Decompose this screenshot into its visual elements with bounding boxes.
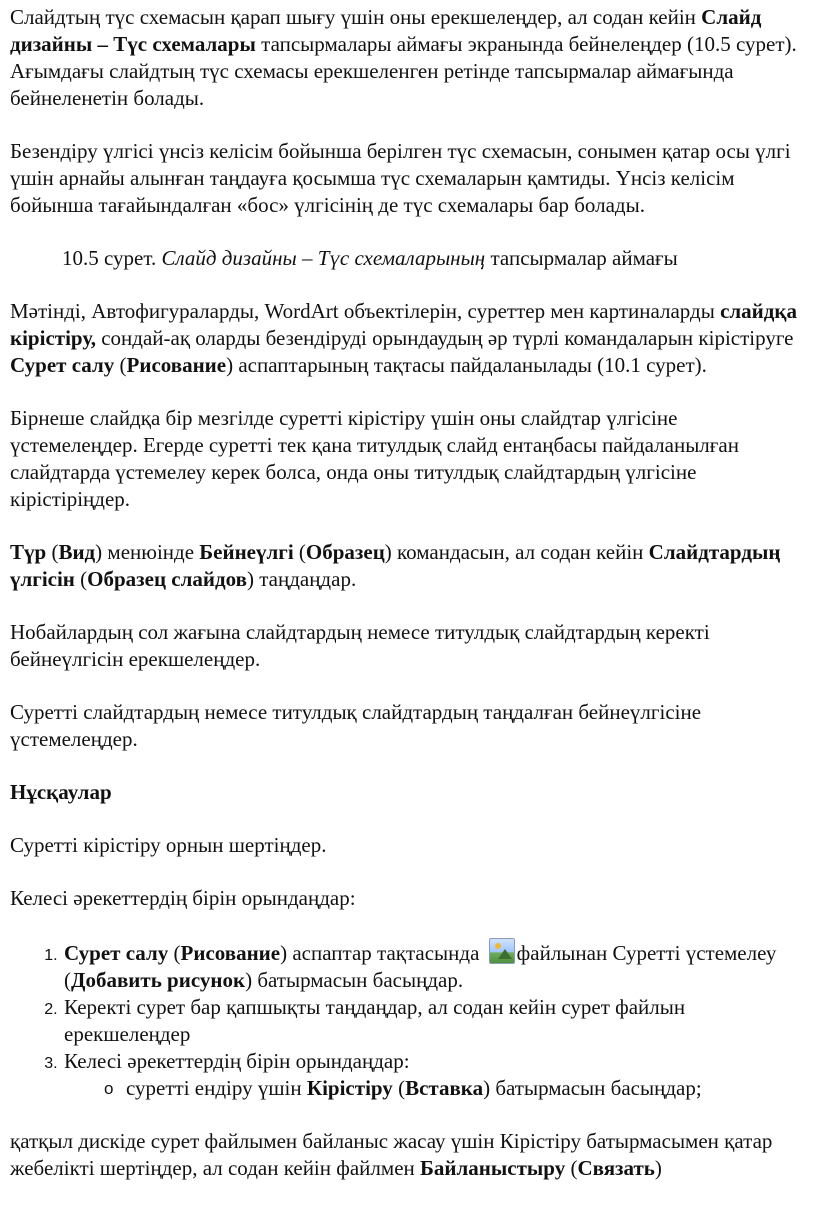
bold-term: Бейнеүлгі <box>199 540 294 564</box>
instructions-heading: Нұсқаулар <box>10 780 112 804</box>
text: сондай-ақ оларды безендіруді орындаудың әр түрлі командаларын кірістіруге <box>95 326 794 350</box>
list-item <box>62 1048 806 1102</box>
bold-term: Байланыстыру <box>420 1156 566 1180</box>
text: ( <box>392 1076 406 1100</box>
bold-term: Образец <box>305 540 385 564</box>
sub-list-item <box>104 1075 806 1102</box>
text: ( <box>74 567 88 591</box>
text: ) аспаптарының тақтасы пайдаланылады (10.1 сурет). <box>226 353 707 377</box>
text: ( <box>168 941 181 965</box>
text: тапсырмалары аймағы экранында бейнелеңдер (10.5 сурет). Ағымдағы слайдтың түс схемасы ерекшеленген ретінде тапсырмалар аймағында бейнеленетін болады. <box>10 32 797 110</box>
paragraph-view-menu <box>10 539 806 593</box>
text: ) аспаптар тақтасында <box>280 941 485 965</box>
bold-term: Вид <box>58 540 96 564</box>
caption-text: тапсырмалар аймағы <box>485 246 678 270</box>
bold-term: Слайдтардың үлгісін <box>10 540 781 591</box>
bullet-marker: o <box>104 1079 114 1098</box>
bold-term: слайдқа кірістіру, <box>10 299 798 350</box>
bold-term: Рисование <box>180 941 281 965</box>
text: Келесі әрекеттердің бірін орындаңдар: <box>64 1049 410 1073</box>
bold-term: Сурет салу <box>64 941 169 965</box>
text: ) командасын, ал содан кейін <box>384 540 649 564</box>
caption-italic: Слайд дизайны – Түс схемаларының <box>161 246 486 270</box>
paragraph-do-one: Келесі әрекеттердің бірін орындаңдар: <box>10 886 356 910</box>
paragraph-design-template: Безендіру үлгісі үнсіз келісім бойынша берілген түс схемасын, сонымен қатар осы үлгі үшін арнайы алынған таңдауға қосымша түс схемаларын қамтиды. Үнсіз келісім бойынша тағайындалған «бос» үлгісінің де түс схемалары бар болады. <box>10 139 791 217</box>
text: суретті ендіру үшін <box>126 1076 307 1100</box>
text: ( <box>565 1156 578 1180</box>
text: ( <box>114 353 127 377</box>
text: Слайдтың түс схемасын қарап шығу үшін оны ерекшелеңдер, ал содан кейін <box>10 5 702 29</box>
text: ( <box>293 540 306 564</box>
text: файлынан Суретті үстемелеу ( <box>64 941 777 992</box>
text: ) батырмасын басыңдар. <box>245 968 464 992</box>
text: ) таңдаңдар. <box>246 567 357 591</box>
bold-term: Сурет салу <box>10 353 115 377</box>
text: ) <box>654 1156 662 1180</box>
sub-list <box>64 1075 806 1102</box>
list-item: 2. Керекті сурет бар қапшықты таңдаңдар, ал содан кейін сурет файлын ерекшелеңдер <box>62 994 806 1048</box>
paragraph-click-location: Суретті кірістіру орнын шертіңдер. <box>10 833 327 857</box>
bold-term: Слайд дизайны – Түс схемалары <box>10 5 762 56</box>
paragraph-link-file <box>10 1128 806 1182</box>
bold-term: Түр <box>10 540 47 564</box>
paragraph-thumbnails: Нобайлардың сол жағына слайдтардың немесе титулдық слайдтардың керекті бейнеүлгісін ерекшелеңдер. <box>10 620 710 671</box>
paragraph-slide-master: Бірнеше слайдқа бір мезгілде суретті кірістіру үшін оны слайдтар үлгісіне үстемелеңдер. Егерде суретті тек қана титулдық слайд ентаңбасы пайдаланылған слайдтарда үстемелеу керек болса, онда оны титулдық слайдтардың үлгісіне кірістіріңдер. <box>10 406 739 511</box>
mountain-shape <box>498 949 512 959</box>
text: ( <box>46 540 59 564</box>
bold-term: Добавить рисунок <box>71 968 246 992</box>
caption-number: 10.5 сурет. <box>62 246 162 270</box>
text: ) менюінде <box>95 540 200 564</box>
bold-term: Рисование <box>126 353 227 377</box>
text: ) батырмасын басыңдар; <box>483 1076 702 1100</box>
text: Мәтінді, Автофигураларды, WordArt объектілерін, суреттер мен картиналарды <box>10 299 721 323</box>
paragraph-drawing-toolbar <box>10 298 806 379</box>
bold-term: Вставка <box>405 1076 484 1100</box>
bold-term: Связать <box>577 1156 655 1180</box>
list-item <box>62 938 806 994</box>
bold-term: Кірістіру <box>306 1076 393 1100</box>
text: қатқыл дискіде сурет файлымен байланыс жасау үшін Кірістіру батырмасымен қатар жебелікті шертіңдер, ал содан кейін файлмен <box>10 1129 773 1180</box>
paragraph-color-scheme <box>10 4 806 112</box>
bold-term: Образец слайдов <box>87 567 247 591</box>
figure-caption <box>10 245 806 272</box>
instruction-list <box>10 938 806 1102</box>
insert-picture-icon <box>489 938 515 964</box>
paragraph-overlay-picture: Суретті слайдтардың немесе титулдық слайдтардың таңдалған бейнеүлгісіне үстемелеңдер. <box>10 700 702 751</box>
